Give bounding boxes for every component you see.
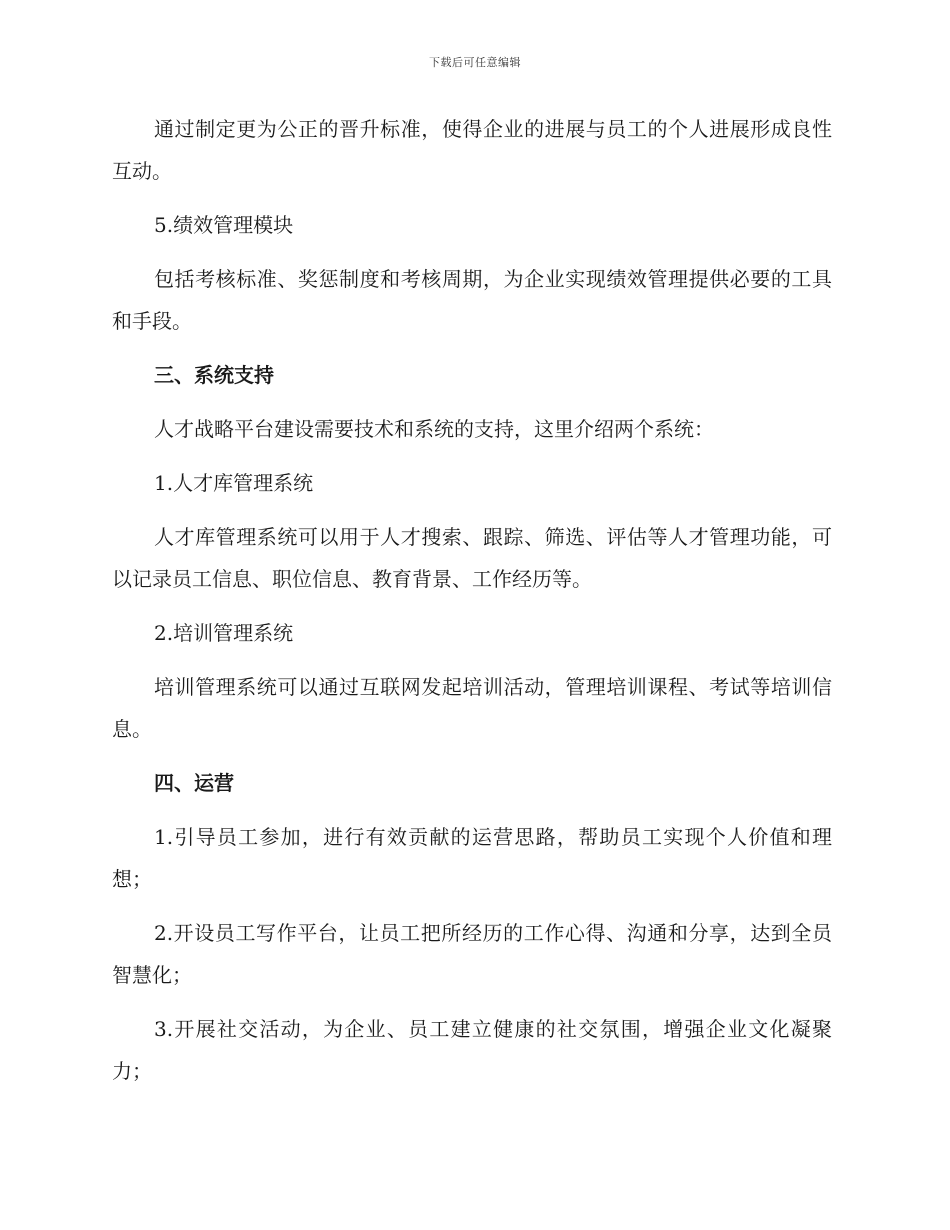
- paragraph-talent-pool: 人才库管理系统可以用于人才搜索、跟踪、筛选、评估等人才管理功能，可以记录员工信息、职位信息、教育背景、工作经历等。: [112, 525, 832, 591]
- paragraph-promotion: 通过制定更为公正的晋升标准，使得企业的进展与员工的个人进展形成良性互动。: [112, 117, 832, 183]
- subheading-training: 2.培训管理系统: [154, 621, 294, 645]
- paragraph-training: 培训管理系统可以通过互联网发起培训活动，管理培训课程、考试等培训信息。: [112, 675, 832, 741]
- list-item-operation-3: 3.开展社交活动，为企业、员工建立健康的社交氛围，增强企业文化凝聚力；: [112, 1017, 832, 1083]
- list-item-operation-2: 2.开设员工写作平台，让员工把所经历的工作心得、沟通和分享，达到全员智慧化；: [112, 921, 832, 987]
- section-title-system-support: 三、系统支持: [154, 363, 274, 387]
- paragraph-system-intro: 人才战略平台建设需要技术和系统的支持，这里介绍两个系统：: [154, 417, 714, 441]
- subheading-talent-pool: 1.人才库管理系统: [154, 471, 314, 495]
- paragraph-performance: 包括考核标准、奖惩制度和考核周期，为企业实现绩效管理提供必要的工具和手段。: [112, 267, 832, 333]
- header-note: 下载后可任意编辑: [429, 56, 521, 69]
- section-title-operations: 四、运营: [154, 771, 234, 795]
- document-body: [112, 108, 832, 1104]
- list-item-operation-1: 1.引导员工参加，进行有效贡献的运营思路，帮助员工实现个人价值和理想；: [112, 825, 832, 891]
- subheading-performance: 5.绩效管理模块: [154, 213, 294, 237]
